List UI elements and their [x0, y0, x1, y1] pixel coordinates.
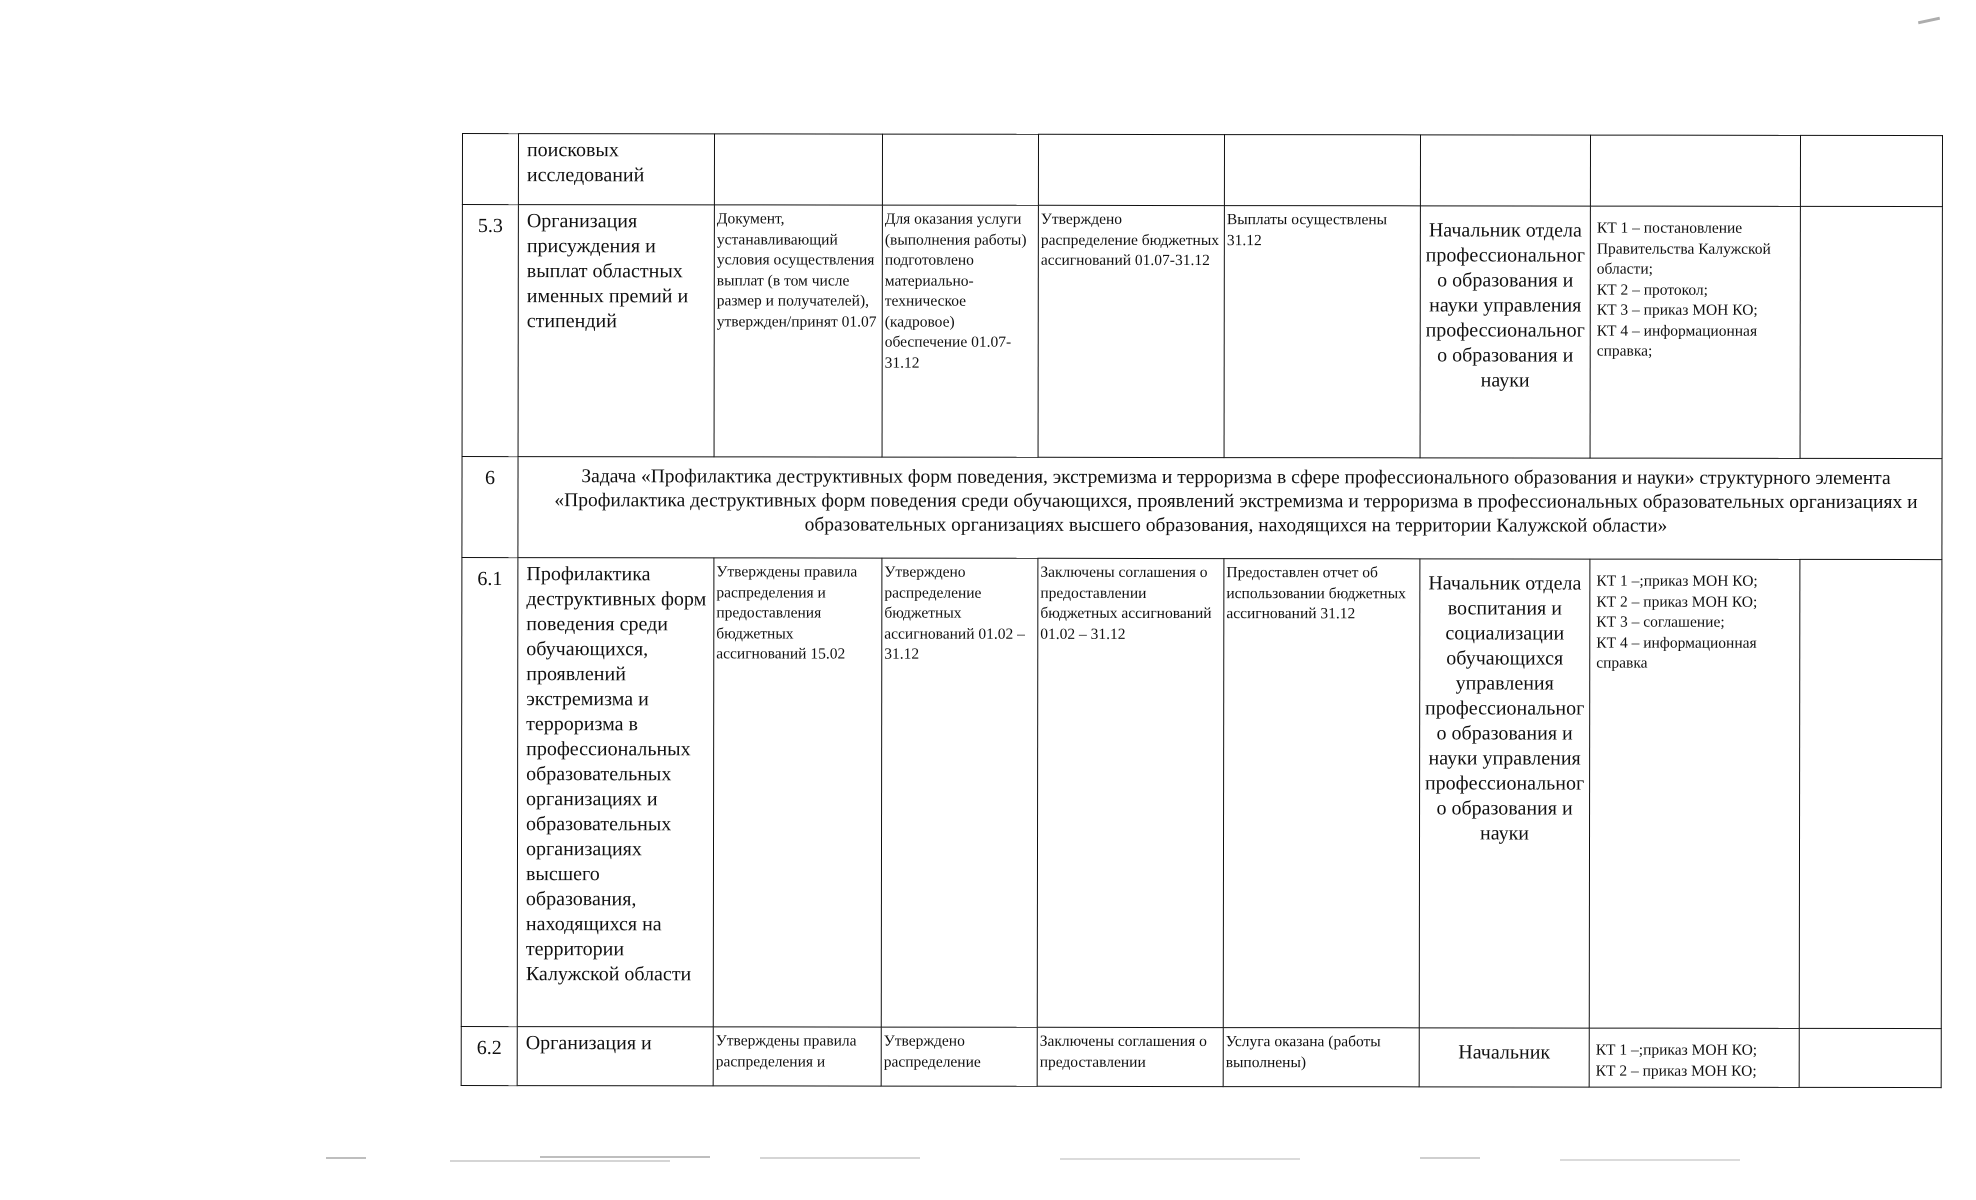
- cell-responsible: Начальник: [1419, 1028, 1589, 1087]
- cell-kt1: Утверждены правила распределения и предоставления бюджетных ассигнований 15.02: [713, 558, 882, 1027]
- scan-artifact: [1560, 1159, 1740, 1161]
- scan-artifact-corner: [1918, 17, 1940, 25]
- scan-artifact: [1420, 1157, 1480, 1159]
- cell-kt4: [1224, 135, 1420, 206]
- scan-artifact: [326, 1157, 366, 1159]
- cell-empty: [1799, 559, 1942, 1028]
- table-row-task: [462, 457, 1942, 560]
- cell-kt-docs: КТ 1 – постановление Правительства Калужской области; КТ 2 – протокол; КТ 3 – приказ МОН КО; КТ 4 – информационная справка;: [1590, 206, 1800, 458]
- cell-kt-docs: КТ 1 –;приказ МОН КО; КТ 2 – приказ МОН КО; КТ 3 – соглашение; КТ 4 – информационная справка: [1589, 559, 1800, 1028]
- cell-kt3: [1038, 134, 1224, 205]
- cell-kt-docs: КТ 1 –;приказ МОН КО; КТ 2 – приказ МОН КО;: [1589, 1028, 1799, 1087]
- plan-table: [461, 133, 1943, 1088]
- scan-artifact: [450, 1160, 670, 1162]
- cell-empty: [1799, 1028, 1941, 1087]
- cell-event-name: Организация присуждения и выплат областных именных премий и стипендий: [518, 205, 714, 457]
- cell-kt3: Заключены соглашения о предоставлении бюджетных ассигнований 01.02 – 31.12: [1037, 558, 1224, 1027]
- cell-kt3: Заключены соглашения о предоставлении: [1037, 1027, 1223, 1086]
- table-row: [462, 205, 1942, 459]
- cell-event-name: Профилактика деструктивных форм поведения среди обучающихся, проявлений экстремизма и терроризма в профессиональных образовательных организациях и образовательных организациях высшего образования, находящихся на территории Калужской области: [517, 558, 714, 1027]
- cell-empty: [1800, 135, 1942, 206]
- cell-num: [462, 134, 518, 205]
- cell-num: 6.1: [461, 558, 518, 1027]
- table-row: [461, 558, 1942, 1029]
- cell-kt2: [882, 134, 1038, 205]
- cell-responsible: Начальник отдела профессионального образования и науки управления профессионального образования и науки: [1420, 206, 1590, 458]
- cell-kt4: Предоставлен отчет об использовании бюджетных ассигнований 31.12: [1223, 559, 1420, 1028]
- table-row: [461, 1026, 1941, 1087]
- cell-num: 6: [462, 457, 518, 558]
- scan-artifact: [1060, 1158, 1300, 1160]
- cell-kt1: Документ, устанавливающий условия осуществления выплат (в том числе размер и получателей), утвержден/принят 01.07: [714, 205, 882, 457]
- cell-kt1: Утверждены правила распределения и: [713, 1027, 881, 1086]
- cell-kt2: Утверждено распределение: [881, 1027, 1037, 1086]
- cell-kt4: Выплаты осуществлены 31.12: [1224, 206, 1420, 458]
- cell-kt3: Утверждено распределение бюджетных ассигнований 01.07-31.12: [1038, 205, 1224, 457]
- cell-kt-docs: [1590, 135, 1800, 206]
- cell-num: 5.3: [462, 205, 518, 457]
- cell-kt2: Утверждено распределение бюджетных ассигнований 01.02 – 31.12: [881, 558, 1038, 1027]
- cell-empty: [1800, 206, 1942, 458]
- task-heading: Задача «Профилактика деструктивных форм поведения, экстремизма и терроризма в сфере профессионального образования и науки» структурного элемента «Профилактика деструктивных форм поведения среди обучающихся, проявлений экстремизма и терроризма в профессиональных образовательных организациях и образовательных организациях высшего образования, находящихся на территории Калужской области»: [518, 457, 1942, 560]
- cell-event-name: поисковых исследований: [518, 134, 714, 205]
- cell-event-name: Организация и: [517, 1027, 713, 1086]
- cell-kt1: [714, 134, 882, 205]
- scan-artifact: [760, 1157, 920, 1159]
- cell-kt2: Для оказания услуги (выполнения работы) подготовлено материально-техническое (кадровое) обеспечение 01.07-31.12: [882, 205, 1038, 457]
- cell-responsible: Начальник отдела воспитания и социализации обучающихся управления профессионального образования и науки управления профессионального образования и науки: [1419, 559, 1590, 1028]
- scan-artifact: [540, 1156, 710, 1158]
- cell-kt4: Услуга оказана (работы выполнены): [1223, 1028, 1419, 1087]
- table-row: [462, 134, 1942, 207]
- cell-num: 6.2: [461, 1026, 517, 1085]
- cell-responsible: [1420, 135, 1590, 206]
